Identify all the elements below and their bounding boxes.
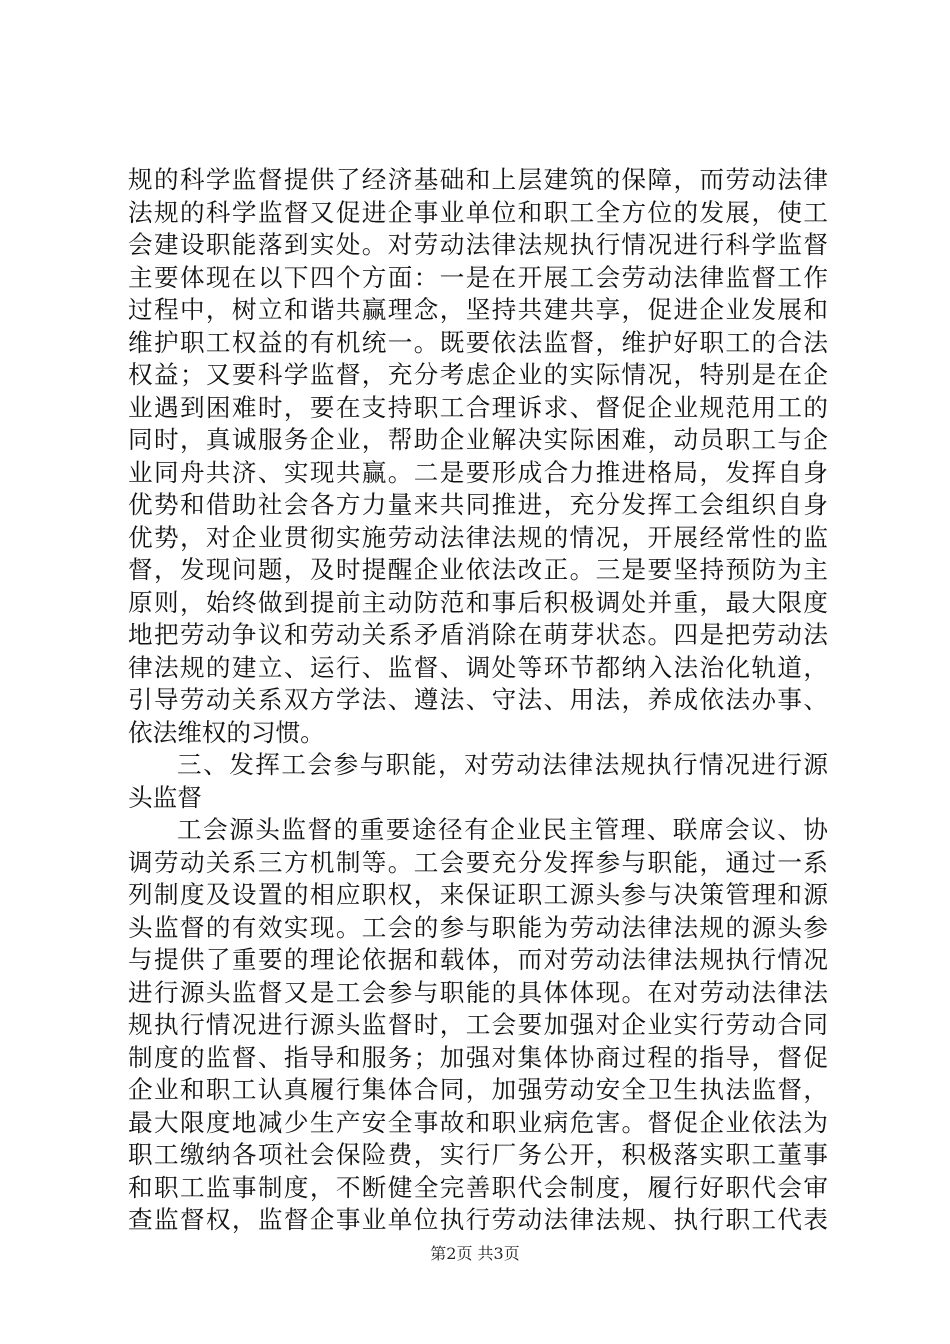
- text-line: 法规的科学监督又促进企事业单位和职工全方位的发展，使工: [128, 197, 828, 227]
- text-line: 业同舟共济、实现共赢。二是要形成合力推进格局，发挥自身: [128, 457, 828, 487]
- text-line: 头监督的有效实现。工会的参与职能为劳动法律法规的源头参: [128, 912, 828, 942]
- text-line: 会建设职能落到实处。对劳动法律法规执行情况进行科学监督: [128, 230, 828, 259]
- paragraph-end-line: 依法维权的习惯。: [128, 717, 325, 747]
- text-line: 列制度及设置的相应职权，来保证职工源头参与决策管理和源: [128, 880, 828, 909]
- section-heading-end-line: 头监督: [128, 782, 202, 812]
- text-line: 地把劳动争议和劳动关系矛盾消除在萌芽状态。四是把劳动法: [128, 620, 828, 649]
- page-number-footer: 第2页 共3页: [430, 1244, 520, 1263]
- text-line: 进行源头监督又是工会参与职能的具体体现。在对劳动法律法: [128, 977, 828, 1007]
- text-line: 优势和借助社会各方力量来共同推进，充分发挥工会组织自身: [128, 490, 828, 519]
- text-line: 规的科学监督提供了经济基础和上层建筑的保障，而劳动法律: [128, 165, 828, 194]
- text-line: 最大限度地减少生产安全事故和职业病危害。督促企业依法为: [128, 1107, 828, 1137]
- section-heading-line: 三、发挥工会参与职能，对劳动法律法规执行情况进行源: [177, 750, 828, 779]
- text-line: 过程中，树立和谐共赢理念，坚持共建共享，促进企业发展和: [128, 295, 828, 324]
- text-line: 原则，始终做到提前主动防范和事后积极调处并重，最大限度: [128, 587, 828, 617]
- paragraph-start-line: 工会源头监督的重要途径有企业民主管理、联席会议、协: [177, 815, 828, 844]
- text-line: 规执行情况进行源头监督时，工会要加强对企业实行劳动合同: [128, 1010, 828, 1039]
- text-line: 主要体现在以下四个方面：一是在开展工会劳动法律监督工作: [128, 262, 828, 292]
- text-line: 督，发现问题，及时提醒企业依法改正。三是要坚持预防为主: [128, 555, 828, 584]
- text-line: 权益；又要科学监督，充分考虑企业的实际情况，特别是在企: [128, 360, 828, 389]
- text-line: 维护职工权益的有机统一。既要依法监督，维护好职工的合法: [128, 327, 828, 357]
- text-line: 企业和职工认真履行集体合同，加强劳动安全卫生执法监督，: [128, 1075, 828, 1104]
- text-line: 和职工监事制度，不断健全完善职代会制度，履行好职代会审: [128, 1172, 828, 1202]
- text-line: 业遇到困难时，要在支持职工合理诉求、督促企业规范用工的: [128, 392, 828, 422]
- text-line: 查监督权，监督企事业单位执行劳动法律法规、执行职工代表: [128, 1205, 828, 1234]
- text-line: 调劳动关系三方机制等。工会要充分发挥参与职能，通过一系: [128, 847, 828, 877]
- text-line: 制度的监督、指导和服务；加强对集体协商过程的指导，督促: [128, 1042, 828, 1072]
- text-line: 与提供了重要的理论依据和载体，而对劳动法律法规执行情况: [128, 945, 828, 974]
- text-line: 优势，对企业贯彻实施劳动法律法规的情况，开展经常性的监: [128, 522, 828, 552]
- body-text: [128, 164, 828, 1237]
- text-line: 引导劳动关系双方学法、遵法、守法、用法，养成依法办事、: [128, 685, 828, 714]
- text-line: 律法规的建立、运行、监督、调处等环节都纳入法治化轨道，: [128, 652, 828, 682]
- text-line: 职工缴纳各项社会保险费，实行厂务公开，积极落实职工董事: [128, 1140, 828, 1169]
- text-line: 同时，真诚服务企业，帮助企业解决实际困难，动员职工与企: [128, 425, 828, 454]
